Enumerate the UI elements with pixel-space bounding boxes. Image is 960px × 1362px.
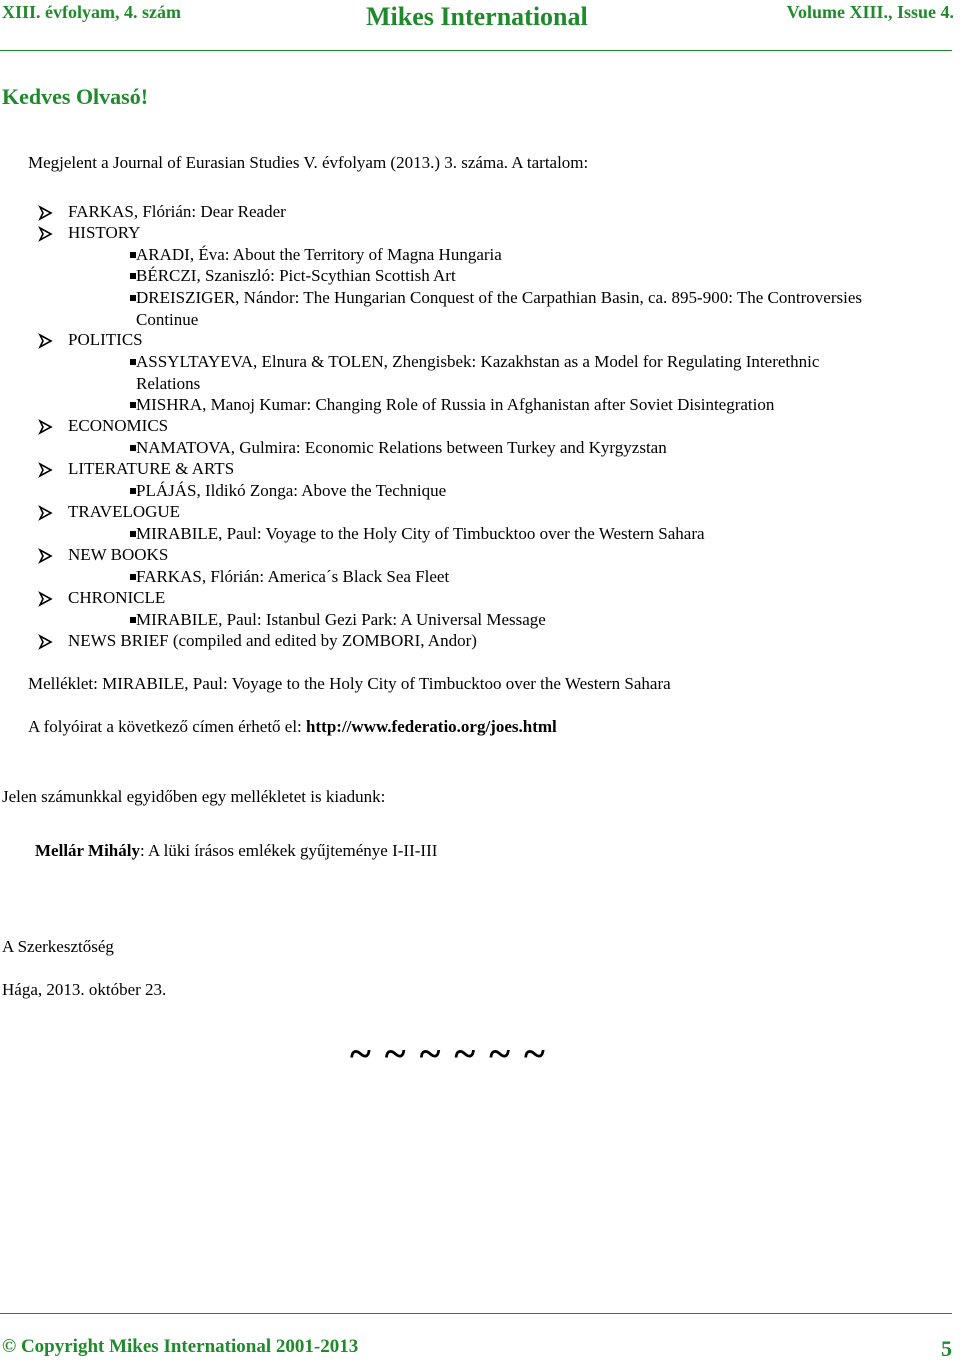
editorial-signature: A Szerkesztőség xyxy=(2,937,114,956)
arrow-bullet-icon xyxy=(38,505,54,521)
toc-entry: FARKAS, Flórián: America´s Black Sea Fleet xyxy=(136,567,450,586)
toc-section-heading: HISTORY xyxy=(68,223,141,242)
toc-entry-continued: Relations xyxy=(136,374,201,393)
toc-entry-continued: Continue xyxy=(136,310,199,329)
supplement-line xyxy=(35,841,437,861)
toc-entry: ASSYLTAYEVA, Elnura & TOLEN, Zhengisbek: Kazakhstan as a Model for Regulating Interethnic xyxy=(136,352,820,371)
arrow-bullet-icon xyxy=(38,462,54,478)
toc-section-heading: NEW BOOKS xyxy=(68,545,169,564)
supplement-title: : A lüki írásos emlékek gyűjteménye I-II-III xyxy=(139,841,438,860)
toc-entry: MISHRA, Manoj Kumar: Changing Role of Russia in Afghanistan after Soviet Disintegration xyxy=(136,395,775,414)
greeting: Kedves Olvasó! xyxy=(2,84,149,109)
toc-section-heading: POLITICS xyxy=(68,330,143,349)
intro-text: Megjelent a Journal of Eurasian Studies V. évfolyam (2013.) 3. száma. A tartalom: xyxy=(28,153,589,172)
toc-entry: MIRABILE, Paul: Istanbul Gezi Park: A Universal Message xyxy=(136,610,546,629)
toc-entry: BÉRCZI, Szaniszló: Pict-Scythian Scottish Art xyxy=(136,266,456,285)
arrow-bullet-icon xyxy=(38,205,54,221)
arrow-bullet-icon xyxy=(38,333,54,349)
appendix-line: Melléklet: MIRABILE, Paul: Voyage to the Holy City of Timbucktoo over the Western Sahara xyxy=(28,674,671,693)
availability-line xyxy=(28,717,557,737)
header-issue-hu: XIII. évfolyam, 4. szám xyxy=(2,2,181,22)
availability-text: A folyóirat a következő címen érhető el: xyxy=(28,717,307,736)
toc-entry: FARKAS, Flórián: Dear Reader xyxy=(68,202,286,221)
arrow-bullet-icon xyxy=(38,591,54,607)
header-issue-en: Volume XIII., Issue 4. xyxy=(786,2,954,22)
journal-url-link[interactable]: http://www.federatio.org/joes.html xyxy=(306,717,557,736)
arrow-bullet-icon xyxy=(38,226,54,242)
footer-divider xyxy=(0,1313,952,1314)
toc-entry: NAMATOVA, Gulmira: Economic Relations between Turkey and Kyrgyzstan xyxy=(136,438,667,457)
arrow-bullet-icon xyxy=(38,548,54,564)
footer-copyright: © Copyright Mikes International 2001-2013 xyxy=(2,1336,359,1357)
toc-entry: PLÁJÁS, Ildikó Zonga: Above the Technique xyxy=(136,481,447,500)
toc-section-heading: ECONOMICS xyxy=(68,416,169,435)
page-number: 5 xyxy=(941,1336,952,1361)
toc-section-heading: LITERATURE & ARTS xyxy=(68,459,235,478)
toc-section-heading: TRAVELOGUE xyxy=(68,502,181,521)
toc-entry: MIRABILE, Paul: Voyage to the Holy City of Timbucktoo over the Western Sahara xyxy=(136,524,705,543)
arrow-bullet-icon xyxy=(38,419,54,435)
toc-entry: ARADI, Éva: About the Territory of Magna Hungaria xyxy=(136,245,502,264)
toc-entry: DREISZIGER, Nándor: The Hungarian Conquest of the Carpathian Basin, ca. 895-900: The Controversies xyxy=(136,288,862,307)
toc-section-heading: CHRONICLE xyxy=(68,588,166,607)
header-title: Mikes International xyxy=(366,2,588,31)
toc-section-heading: NEWS BRIEF (compiled and edited by ZOMBORI, Andor) xyxy=(68,631,477,650)
place-date: Hága, 2013. október 23. xyxy=(2,980,167,999)
arrow-bullet-icon xyxy=(38,634,54,650)
supplement-author: Mellár Mihály xyxy=(35,841,140,860)
header-divider xyxy=(0,50,952,51)
supplement-note: Jelen számunkkal egyidőben egy mellékletet is kiadunk: xyxy=(2,787,386,806)
tilde-separator: ~ ~ ~ ~ ~ ~ xyxy=(350,1031,547,1076)
